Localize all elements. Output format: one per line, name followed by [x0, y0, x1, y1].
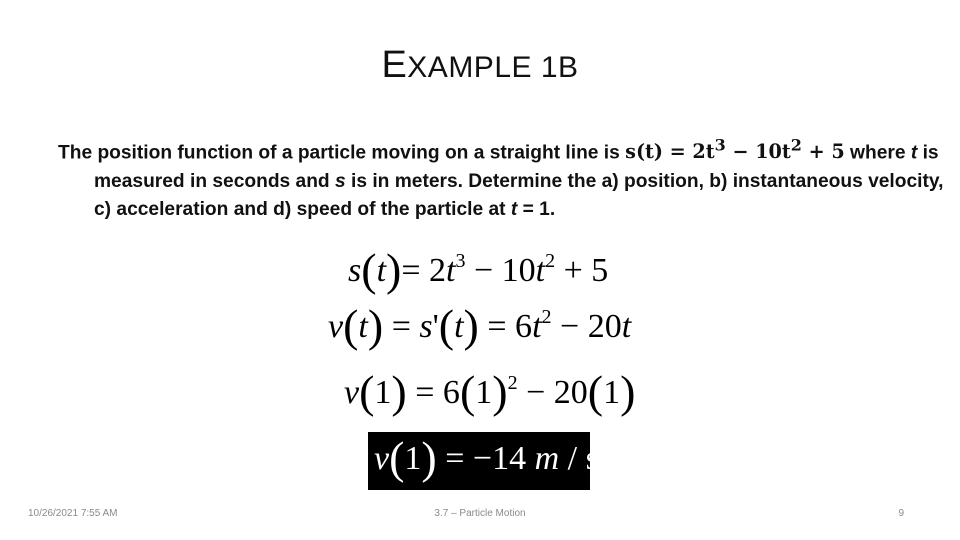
eq3-one1: 1	[374, 374, 392, 411]
eq3-v: v	[344, 374, 360, 411]
eq2-s: s	[419, 308, 433, 345]
problem-var-t: t	[910, 142, 918, 164]
eq2-lparen1: (	[343, 300, 359, 351]
problem-text-1: The position function of a particle moving on a straight line is	[58, 142, 626, 164]
formula-exp2: 2	[790, 136, 802, 155]
equation-answer	[374, 432, 599, 483]
eq2-t: t	[358, 308, 368, 345]
problem-text-5: = 1.	[517, 199, 556, 221]
eq3-exp: 2	[507, 372, 518, 394]
eq2-rhs1: = 6	[478, 308, 533, 345]
problem-text-2: where	[844, 142, 911, 164]
eq3-one2: 1	[475, 374, 493, 411]
eq2-exp: 2	[541, 306, 552, 328]
eq1-rhs2: − 10	[465, 252, 536, 289]
eq3-lparen3: (	[587, 366, 604, 417]
slide-title	[0, 44, 960, 87]
eq4-m: m	[534, 440, 560, 477]
eq1-rhs3: + 5	[555, 252, 609, 289]
eq4-lparen: (	[389, 432, 405, 483]
eq3-rparen1: )	[391, 366, 407, 417]
problem-var-t2: t	[510, 199, 518, 221]
eq2-prime: '	[432, 308, 439, 345]
eq2-rhs2: − 20	[551, 308, 622, 345]
footer-page-number: 9	[898, 508, 904, 519]
footer-title: 3.7 – Particle Motion	[434, 508, 526, 519]
formula-exp3: 3	[714, 136, 726, 155]
title-first-letter: E	[381, 44, 408, 86]
eq2-rparen2: )	[463, 300, 479, 351]
eq4-one: 1	[404, 440, 422, 477]
eq3-lparen2: (	[459, 366, 476, 417]
footer-date: 10/26/2021 7:55 AM	[28, 508, 118, 519]
formula-mid: − 10t	[725, 140, 791, 164]
eq3-one3: 1	[603, 374, 621, 411]
eq1-exp1: 3	[455, 250, 466, 272]
eq1-t1: t	[446, 252, 456, 289]
eq1-t: t	[376, 252, 387, 289]
eq2-t2: t	[454, 308, 464, 345]
title-rest: XAMPLE 1	[407, 51, 559, 84]
eq2-t3: t	[532, 308, 542, 345]
eq1-rparen: )	[386, 244, 402, 295]
eq1-s: s	[348, 252, 362, 289]
eq4-unit: / s	[559, 440, 599, 477]
eq1-lparen: (	[361, 244, 377, 295]
eq3-rparen3: )	[620, 366, 636, 417]
eq2-mid: =	[383, 308, 420, 345]
eq3-mid: = 6	[406, 374, 460, 411]
eq2-t4: t	[621, 308, 632, 345]
equation-velocity	[328, 300, 632, 351]
eq3-lparen1: (	[359, 366, 375, 417]
problem-formula	[625, 136, 845, 164]
title-last-letter: B	[558, 51, 579, 84]
equation-position	[348, 244, 609, 295]
eq1-t2: t	[535, 252, 546, 289]
eq1-exp2: 2	[545, 250, 556, 272]
eq3-mid2: − 20	[517, 374, 588, 411]
eq2-lparen2: (	[438, 300, 455, 351]
formula-head: s(t) = 2t	[625, 140, 715, 164]
formula-tail: + 5	[801, 140, 845, 164]
eq4-v: v	[374, 440, 390, 477]
problem-text-3: is measured in seconds and	[94, 142, 939, 192]
problem-text-4: is in meters. Determine the a) position, b) instantaneous velocity, c) acceleration and d) speed of the particle at	[94, 170, 944, 221]
eq1-rhs1: = 2	[401, 252, 447, 289]
problem-statement	[58, 132, 954, 225]
problem-var-s: s	[335, 170, 346, 192]
equation-velocity-at-1	[344, 366, 636, 417]
eq2-rparen1: )	[367, 300, 384, 351]
eq2-v: v	[328, 308, 344, 345]
eq4-rparen: )	[421, 432, 437, 483]
eq4-rhs: = −14	[436, 440, 535, 477]
eq3-rparen2: )	[492, 366, 508, 417]
